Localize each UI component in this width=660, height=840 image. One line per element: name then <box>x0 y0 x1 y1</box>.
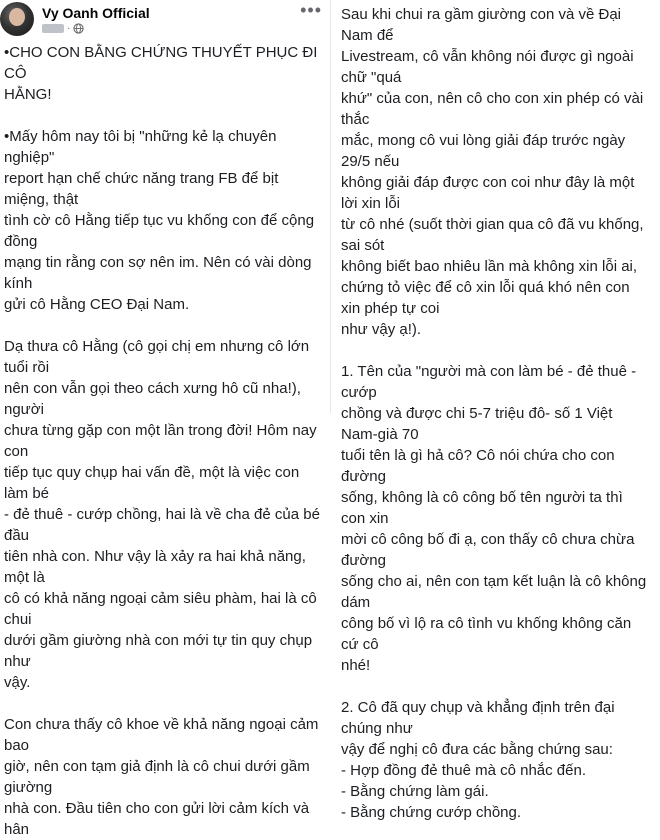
post-paragraph: Dạ thưa cô Hằng (cô gọi chị em nhưng cô lớn tuổi rồi nên con vẫn gọi theo cách xưng hô cũ nha!), người chưa từng gặp con một lần trong đời! Hôm nay con tiếp tục quy chụp hai vấn đề, một là việc con làm bé - đẻ thuê - cướp chồng, hai là về cha đẻ của bé đầu tiên nhà con. Như vậy là xảy ra hai khả năng, một là cô có khả năng ngoại cảm siêu phàm, hai là cô chui dưới gầm giường nhà con mới tự tin quy chụp như vậy. <box>4 338 320 691</box>
globe-icon <box>73 23 84 34</box>
author-block <box>42 5 150 34</box>
post-paragraph: •CHO CON BẰNG CHỨNG THUYẾT PHỤC ĐI CÔ HẰNG! <box>4 44 318 103</box>
post-body-left <box>0 42 330 840</box>
meta-separator: · <box>67 22 71 34</box>
avatar[interactable] <box>0 2 34 36</box>
post-paragraph: 2. Cô đã quy chụp và khẳng định trên đại chúng như vậy để nghị cô đưa các bằng chứng sau: - Hợp đồng đẻ thuê mà cô nhắc đến. - Bằng chứng làm gái. - Bằng chứng cướp chồng. <box>341 699 615 821</box>
post-body-right <box>333 4 660 823</box>
author-name[interactable]: Vy Oanh Official <box>42 5 150 21</box>
post-header <box>0 0 330 42</box>
right-post-panel <box>333 0 660 821</box>
post-timestamp[interactable] <box>42 24 64 33</box>
post-meta <box>42 23 150 34</box>
more-options-icon[interactable]: ••• <box>300 0 322 20</box>
post-paragraph: Con chưa thấy cô khoe về khả năng ngoại cảm bao giờ, nên con tạm giả định là cô chui dưới gầm giường nhà con. Đầu tiên cho con gửi lời cảm kích và hân <box>4 716 319 838</box>
post-paragraph: •Mấy hôm nay tôi bị "những kẻ lạ chuyên nghiệp" report hạn chế chức năng trang FB để bịt miệng, thật tình cờ cô Hằng tiếp tục vu khống con để cộng đồng mạng tin rằng con sợ nên im. Nên có vài dòng kính gửi cô Hằng CEO Đại Nam. <box>4 128 315 313</box>
post-paragraph: Sau khi chui ra gầm giường con và về Đại Nam để Livestream, cô vẫn không nói được gì ngoài chữ "quá khứ" của con, nên cô cho con xin phép có vài thắc mắc, mong cô vui lòng giải đáp trước ngày 29/5 nếu không giải đáp được con coi như đây là một lời xin lỗi từ cô nhé (suốt thời gian qua cô đã vu khống, sai sót không biết bao nhiêu lần mà không xin lỗi ai, chứng tỏ việc để cô xin lỗi quá khó nên con xin phép tự coi như vậy ạ!). <box>341 6 644 338</box>
post-paragraph: 1. Tên của "người mà con làm bé - đẻ thuê - cướp chồng và được chi 5-7 triệu đô- số 1 Việt Nam-già 70 tuổi tên là gì hả cô? Cô nói chứa cho con đường sống, không là cô công bố tên người ta thì con xin mời cô công bố đi ạ, con thấy cô chưa chừa đường sống cho ai, nên con tạm kết luận là cô không dám công bố vì lộ ra cô tình vu khống không căn cứ cô nhé! <box>341 363 647 674</box>
